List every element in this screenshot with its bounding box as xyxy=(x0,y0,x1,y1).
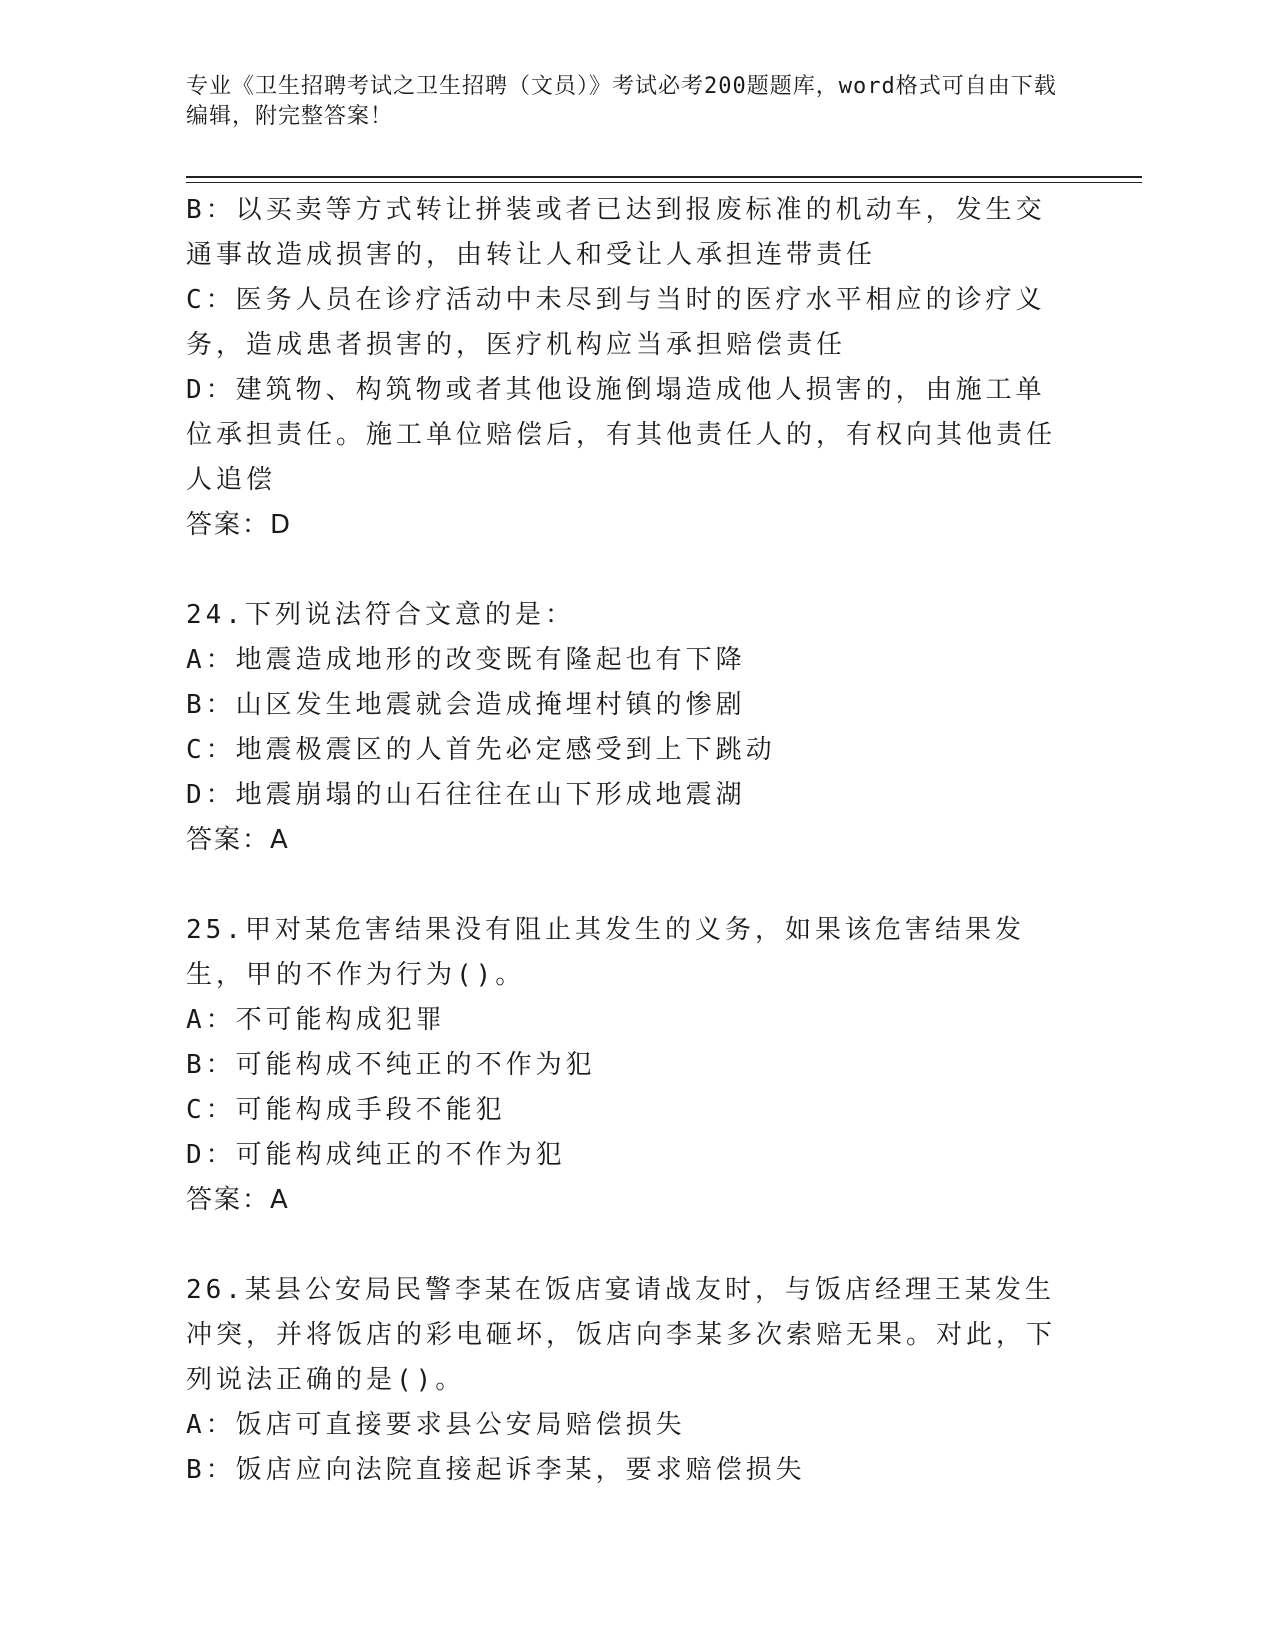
header-divider-thick xyxy=(186,176,1142,178)
answer: 答案：A xyxy=(186,1185,290,1215)
question-stem: 26.某县公安局民警李某在饭店宴请战友时，与饭店经理王某发生冲突，并将饭店的彩电砸坏，饭店向李某多次索赔无果。对此，下列说法正确的是()。 xyxy=(186,1275,1057,1395)
option-a: A：地震造成地形的改变既有隆起也有下降 xyxy=(186,645,746,675)
question-23 xyxy=(186,188,1066,548)
question-24 xyxy=(186,593,1066,863)
option-c: C：可能构成手段不能犯 xyxy=(186,1095,506,1125)
header-divider-thin xyxy=(186,182,1142,183)
option-c: C：地震极震区的人首先必定感受到上下跳动 xyxy=(186,735,776,765)
option-c: C：医务人员在诊疗活动中未尽到与当时的医疗水平相应的诊疗义务，造成患者损害的，医疗机构应当承担赔偿责任 xyxy=(186,285,1046,360)
question-26 xyxy=(186,1268,1066,1493)
question-stem: 24.下列说法符合文意的是： xyxy=(186,600,575,630)
question-stem: 25.甲对某危害结果没有阻止其发生的义务，如果该危害结果发生，甲的不作为行为()。 xyxy=(186,915,1025,990)
document-body xyxy=(186,188,1066,1493)
option-a: A：饭店可直接要求县公安局赔偿损失 xyxy=(186,1410,686,1440)
answer: 答案：A xyxy=(186,825,290,855)
option-b: B：以买卖等方式转让拼装或者已达到报废标准的机动车，发生交通事故造成损害的，由转让人和受让人承担连带责任 xyxy=(186,195,1046,270)
option-d: D：可能构成纯正的不作为犯 xyxy=(186,1140,566,1170)
option-b: B：山区发生地震就会造成掩埋村镇的惨剧 xyxy=(186,690,746,720)
question-25 xyxy=(186,908,1066,1223)
option-a: A：不可能构成犯罪 xyxy=(186,1005,446,1035)
answer: 答案：D xyxy=(186,510,293,540)
option-b: B：饭店应向法院直接起诉李某，要求赔偿损失 xyxy=(186,1455,806,1485)
option-d: D：建筑物、构筑物或者其他设施倒塌造成他人损害的，由施工单位承担责任。施工单位赔偿后，有其他责任人的，有权向其他责任人追偿 xyxy=(186,375,1057,495)
document-header: 专业《卫生招聘考试之卫生招聘（文员）》考试必考200题题库，word格式可自由下载编辑，附完整答案！ xyxy=(186,74,1057,129)
option-b: B：可能构成不纯正的不作为犯 xyxy=(186,1050,596,1080)
option-d: D：地震崩塌的山石往往在山下形成地震湖 xyxy=(186,780,746,810)
